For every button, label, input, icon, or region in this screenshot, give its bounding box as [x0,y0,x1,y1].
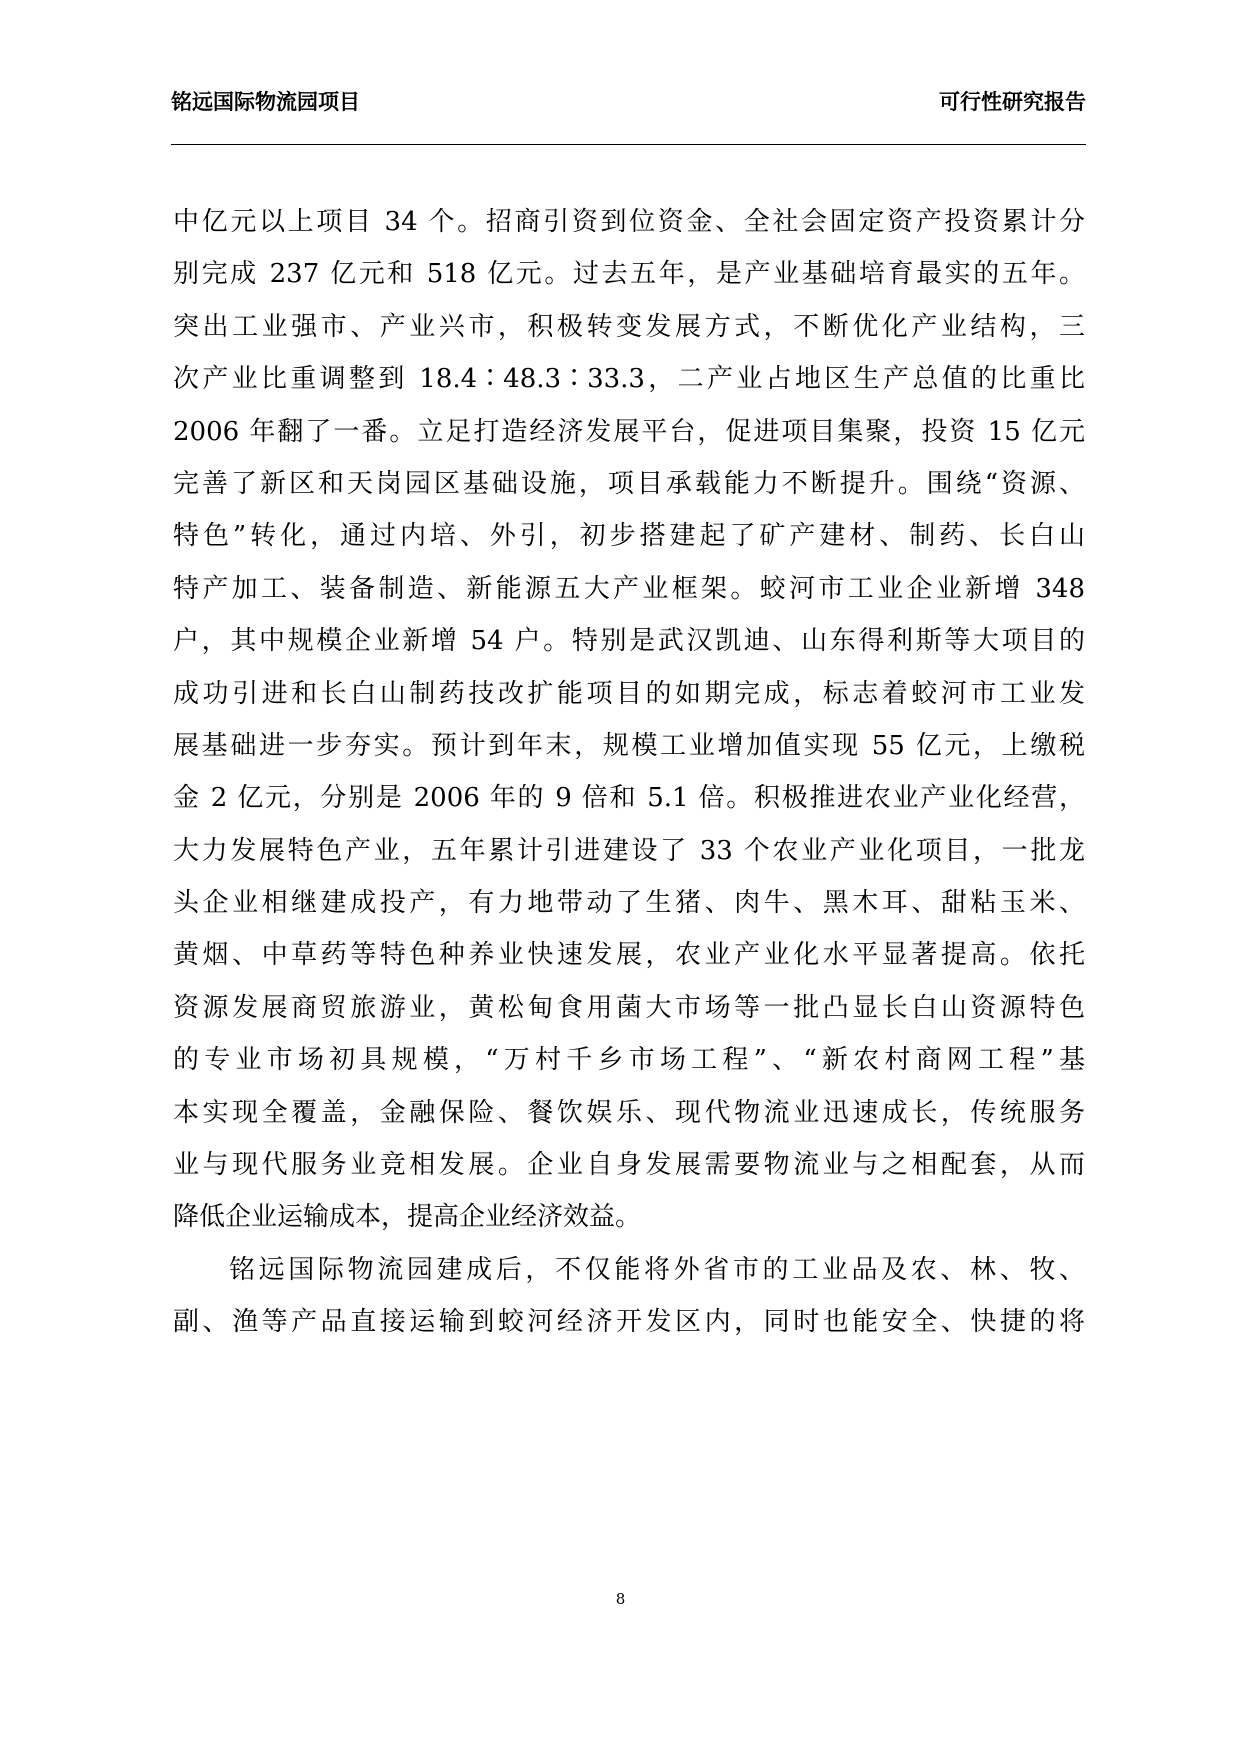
body-text [173,196,1085,1349]
text-line: 本实现全覆盖，金融保险、餐饮娱乐、现代物流业迅速成长，传统服务 [173,1097,1085,1128]
text-line: 降低企业运输成本，提高企业经济效益。 [173,1202,642,1233]
text-line: 资源发展商贸旅游业，黄松甸食用菌大市场等一批凸显长白山资源特色 [173,992,1085,1023]
text-line: 户，其中规模企业新增 54 户。特别是武汉凯迪、山东得利斯等大项目的 [173,626,1085,657]
paragraph-start-line: 铭远国际物流园建成后，不仅能将外省市的工业品及农、林、牧、 [229,1254,1085,1285]
text-line: 中亿元以上项目 34 个。招商引资到位资金、全社会固定资产投资累计分 [173,207,1085,237]
text-line: 金 2 亿元，分别是 2006 年的 9 倍和 5.1 倍。积极推进农业产业化经营， [173,783,1085,814]
text-line: 别完成 237 亿元和 518 亿元。过去五年，是产业基础培育最实的五年。 [173,259,1085,290]
text-line: 头企业相继建成投产，有力地带动了生猪、肉牛、黑木耳、甜粘玉米、 [173,888,1085,919]
text-line: 的专业市场初具规模，“万村千乡市场工程”、“新农村商网工程”基 [173,1045,1085,1076]
text-line: 大力发展特色产业，五年累计引进建设了 33 个农业产业化项目，一批龙 [173,835,1085,866]
header-report-title: 可行性研究报告 [939,90,1086,114]
text-line: 黄烟、中草药等特色种养业快速发展，农业产业化水平显著提高。依托 [173,940,1085,971]
text-line: 副、渔等产品直接运输到蛟河经济开发区内，同时也能安全、快捷的将 [173,1307,1085,1338]
text-line: 完善了新区和天岗园区基础设施，项目承载能力不断提升。围绕“资源、 [173,468,1085,499]
text-line: 展基础进一步夯实。预计到年末，规模工业增加值实现 55 亿元，上缴税 [173,730,1085,761]
text-line: 次产业比重调整到 18.4∶48.3∶33.3，二产业占地区生产总值的比重比 [173,364,1085,395]
text-line: 突出工业强市、产业兴市，积极转变发展方式，不断优化产业结构，三 [173,311,1085,342]
text-line: 特色”转化，通过内培、外引，初步搭建起了矿产建材、制药、长白山 [173,521,1085,552]
header-project-title: 铭远国际物流园项目 [171,90,360,114]
text-line: 成功引进和长白山制药技改扩能项目的如期完成，标志着蛟河市工业发 [173,678,1085,709]
header-divider [171,144,1086,145]
text-line: 业与现代服务业竞相发展。企业自身发展需要物流业与之相配套，从而 [173,1150,1085,1181]
page-number: 8 [615,1590,626,1608]
text-line: 特产加工、装备制造、新能源五大产业框架。蛟河市工业企业新增 348 [173,573,1085,604]
page-header [171,86,1086,116]
text-line: 2006 年翻了一番。立足打造经济发展平台，促进项目集聚，投资 15 亿元 [173,416,1085,447]
